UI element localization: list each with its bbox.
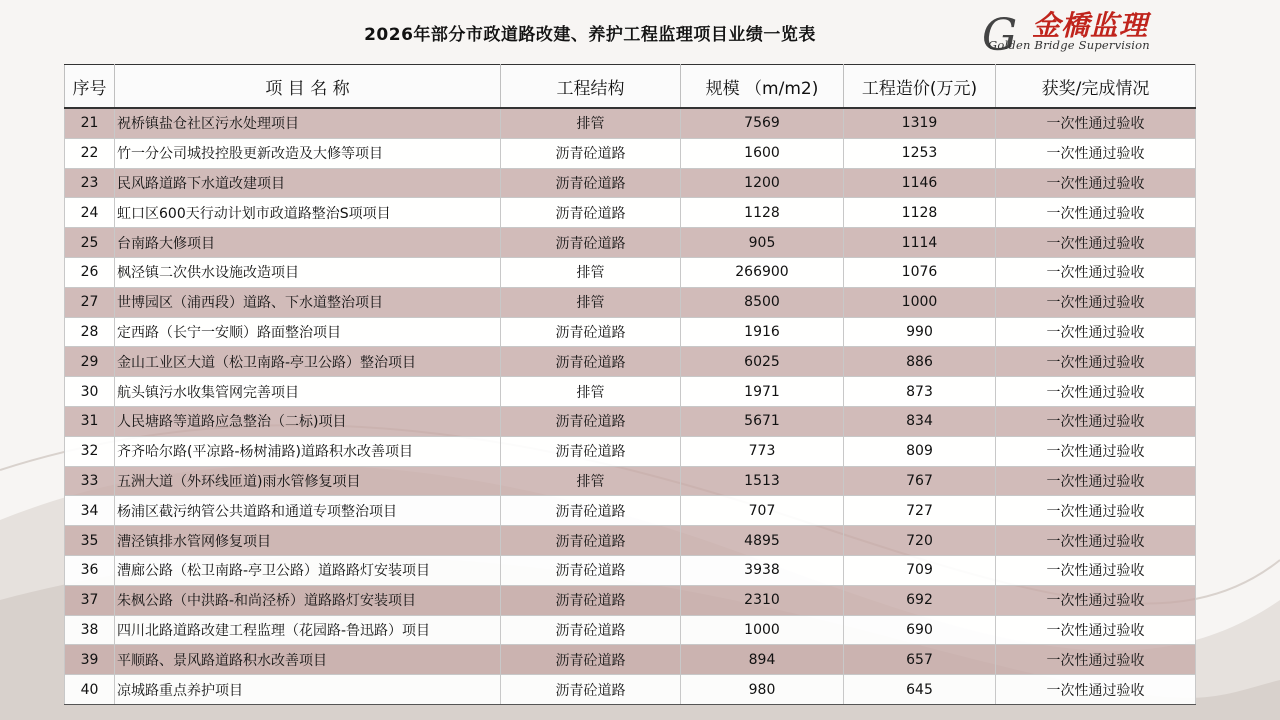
- cell-cost: 692: [844, 585, 996, 615]
- cell-no: 26: [65, 257, 115, 287]
- cell-status: 一次性通过验收: [996, 496, 1196, 526]
- cell-cost: 727: [844, 496, 996, 526]
- cell-structure: 沥青砼道路: [501, 198, 681, 228]
- cell-scale: 980: [681, 675, 844, 705]
- cell-no: 24: [65, 198, 115, 228]
- cell-scale: 905: [681, 228, 844, 258]
- cell-scale: 266900: [681, 257, 844, 287]
- cell-cost: 809: [844, 436, 996, 466]
- cell-status: 一次性通过验收: [996, 436, 1196, 466]
- cell-structure: 沥青砼道路: [501, 436, 681, 466]
- cell-structure: 沥青砼道路: [501, 406, 681, 436]
- cell-project-name: 凉城路重点养护项目: [115, 675, 501, 705]
- cell-no: 22: [65, 138, 115, 168]
- table-row: [65, 406, 1196, 436]
- cell-scale: 1971: [681, 377, 844, 407]
- cell-structure: 沥青砼道路: [501, 526, 681, 556]
- table-row: [65, 496, 1196, 526]
- header-scale: 规模 （m/m2): [681, 65, 844, 109]
- table-row: [65, 615, 1196, 645]
- cell-structure: 沥青砼道路: [501, 138, 681, 168]
- cell-status: 一次性通过验收: [996, 555, 1196, 585]
- cell-scale: 1200: [681, 168, 844, 198]
- cell-scale: 5671: [681, 406, 844, 436]
- cell-status: 一次性通过验收: [996, 466, 1196, 496]
- cell-structure: 沥青砼道路: [501, 675, 681, 705]
- cell-status: 一次性通过验收: [996, 317, 1196, 347]
- cell-project-name: 漕泾镇排水管网修复项目: [115, 526, 501, 556]
- cell-no: 28: [65, 317, 115, 347]
- cell-cost: 690: [844, 615, 996, 645]
- cell-project-name: 五洲大道（外环线匝道)雨水管修复项目: [115, 466, 501, 496]
- cell-status: 一次性通过验收: [996, 615, 1196, 645]
- cell-project-name: 虹口区600天行动计划市政道路整治S项项目: [115, 198, 501, 228]
- cell-status: 一次性通过验收: [996, 108, 1196, 138]
- cell-cost: 873: [844, 377, 996, 407]
- cell-status: 一次性通过验收: [996, 198, 1196, 228]
- page-title: 2026年部分市政道路改建、养护工程监理项目业绩一览表: [364, 25, 816, 45]
- cell-project-name: 台南路大修项目: [115, 228, 501, 258]
- cell-project-name: 竹一分公司城投控股更新改造及大修等项目: [115, 138, 501, 168]
- table-row: [65, 585, 1196, 615]
- cell-cost: 767: [844, 466, 996, 496]
- cell-scale: 7569: [681, 108, 844, 138]
- cell-scale: 894: [681, 645, 844, 675]
- table-row: [65, 436, 1196, 466]
- header-status: 获奖/完成情况: [996, 65, 1196, 109]
- cell-structure: 沥青砼道路: [501, 228, 681, 258]
- cell-no: 27: [65, 287, 115, 317]
- cell-cost: 1114: [844, 228, 996, 258]
- cell-cost: 645: [844, 675, 996, 705]
- cell-status: 一次性通过验收: [996, 228, 1196, 258]
- cell-no: 39: [65, 645, 115, 675]
- cell-structure: 排管: [501, 287, 681, 317]
- cell-cost: 1319: [844, 108, 996, 138]
- cell-project-name: 杨浦区截污纳管公共道路和通道专项整治项目: [115, 496, 501, 526]
- cell-no: 33: [65, 466, 115, 496]
- cell-no: 34: [65, 496, 115, 526]
- cell-no: 23: [65, 168, 115, 198]
- table-row: [65, 287, 1196, 317]
- cell-no: 21: [65, 108, 115, 138]
- cell-status: 一次性通过验收: [996, 257, 1196, 287]
- table-row: [65, 317, 1196, 347]
- cell-project-name: 四川北路道路改建工程监理（花园路-鲁迅路）项目: [115, 615, 501, 645]
- cell-structure: 沥青砼道路: [501, 645, 681, 675]
- table-body: [65, 108, 1196, 704]
- cell-no: 36: [65, 555, 115, 585]
- cell-structure: 排管: [501, 466, 681, 496]
- cell-scale: 1000: [681, 615, 844, 645]
- cell-scale: 4895: [681, 526, 844, 556]
- cell-cost: 1128: [844, 198, 996, 228]
- cell-project-name: 人民塘路等道路应急整治（二标)项目: [115, 406, 501, 436]
- table-row: [65, 198, 1196, 228]
- cell-status: 一次性通过验收: [996, 526, 1196, 556]
- table-row: [65, 526, 1196, 556]
- header-cost: 工程造价(万元): [844, 65, 996, 109]
- logo-chinese-name: 金橋监理: [1032, 9, 1149, 42]
- cell-structure: 排管: [501, 257, 681, 287]
- cell-no: 30: [65, 377, 115, 407]
- table-row: [65, 347, 1196, 377]
- cell-cost: 886: [844, 347, 996, 377]
- cell-scale: 773: [681, 436, 844, 466]
- table-row: [65, 675, 1196, 705]
- cell-structure: 排管: [501, 108, 681, 138]
- cell-status: 一次性通过验收: [996, 406, 1196, 436]
- cell-structure: 沥青砼道路: [501, 496, 681, 526]
- table-row: [65, 555, 1196, 585]
- cell-cost: 1000: [844, 287, 996, 317]
- cell-cost: 1146: [844, 168, 996, 198]
- cell-no: 32: [65, 436, 115, 466]
- cell-cost: 657: [844, 645, 996, 675]
- cell-status: 一次性通过验收: [996, 377, 1196, 407]
- cell-project-name: 航头镇污水收集管网完善项目: [115, 377, 501, 407]
- cell-no: 38: [65, 615, 115, 645]
- cell-cost: 834: [844, 406, 996, 436]
- cell-status: 一次性通过验收: [996, 287, 1196, 317]
- table-row: [65, 466, 1196, 496]
- cell-scale: 707: [681, 496, 844, 526]
- cell-cost: 1076: [844, 257, 996, 287]
- cell-no: 37: [65, 585, 115, 615]
- cell-no: 31: [65, 406, 115, 436]
- cell-no: 29: [65, 347, 115, 377]
- cell-no: 35: [65, 526, 115, 556]
- cell-structure: 排管: [501, 377, 681, 407]
- cell-no: 40: [65, 675, 115, 705]
- table-row: [65, 108, 1196, 138]
- cell-project-name: 漕廊公路（松卫南路-亭卫公路）道路路灯安装项目: [115, 555, 501, 585]
- cell-project-name: 定西路（长宁一安顺）路面整治项目: [115, 317, 501, 347]
- cell-structure: 沥青砼道路: [501, 168, 681, 198]
- header-structure: 工程结构: [501, 65, 681, 109]
- table-row: [65, 645, 1196, 675]
- cell-project-name: 祝桥镇盐仓社区污水处理项目: [115, 108, 501, 138]
- cell-status: 一次性通过验收: [996, 645, 1196, 675]
- cell-structure: 沥青砼道路: [501, 555, 681, 585]
- cell-scale: 1128: [681, 198, 844, 228]
- header-project-name: 项 目 名 称: [115, 65, 501, 109]
- cell-status: 一次性通过验收: [996, 675, 1196, 705]
- cell-scale: 1513: [681, 466, 844, 496]
- table-row: [65, 138, 1196, 168]
- cell-structure: 沥青砼道路: [501, 317, 681, 347]
- cell-scale: 6025: [681, 347, 844, 377]
- cell-structure: 沥青砼道路: [501, 347, 681, 377]
- table-row: [65, 228, 1196, 258]
- cell-no: 25: [65, 228, 115, 258]
- cell-project-name: 平顺路、景风路道路积水改善项目: [115, 645, 501, 675]
- cell-cost: 720: [844, 526, 996, 556]
- cell-status: 一次性通过验收: [996, 585, 1196, 615]
- cell-structure: 沥青砼道路: [501, 585, 681, 615]
- logo-g-flourish: G: [982, 10, 1018, 61]
- cell-status: 一次性通过验收: [996, 168, 1196, 198]
- cell-scale: 1600: [681, 138, 844, 168]
- cell-scale: 2310: [681, 585, 844, 615]
- cell-project-name: 朱枫公路（中洪路-和尚泾桥）道路路灯安装项目: [115, 585, 501, 615]
- table-header-row: [65, 65, 1196, 109]
- table-row: [65, 377, 1196, 407]
- header-no: 序号: [65, 65, 115, 109]
- cell-structure: 沥青砼道路: [501, 615, 681, 645]
- cell-cost: 709: [844, 555, 996, 585]
- project-table: [64, 64, 1196, 705]
- cell-status: 一次性通过验收: [996, 347, 1196, 377]
- cell-cost: 990: [844, 317, 996, 347]
- cell-scale: 3938: [681, 555, 844, 585]
- table-row: [65, 257, 1196, 287]
- company-logo: [980, 4, 1195, 64]
- logo-english-name: Golden Bridge Supervision: [988, 38, 1150, 52]
- cell-project-name: 齐齐哈尔路(平凉路-杨树浦路)道路积水改善项目: [115, 436, 501, 466]
- cell-project-name: 金山工业区大道（松卫南路-亭卫公路）整治项目: [115, 347, 501, 377]
- cell-status: 一次性通过验收: [996, 138, 1196, 168]
- cell-project-name: 枫泾镇二次供水设施改造项目: [115, 257, 501, 287]
- cell-scale: 8500: [681, 287, 844, 317]
- cell-scale: 1916: [681, 317, 844, 347]
- cell-cost: 1253: [844, 138, 996, 168]
- table-row: [65, 168, 1196, 198]
- cell-project-name: 世博园区（浦西段）道路、下水道整治项目: [115, 287, 501, 317]
- cell-project-name: 民风路道路下水道改建项目: [115, 168, 501, 198]
